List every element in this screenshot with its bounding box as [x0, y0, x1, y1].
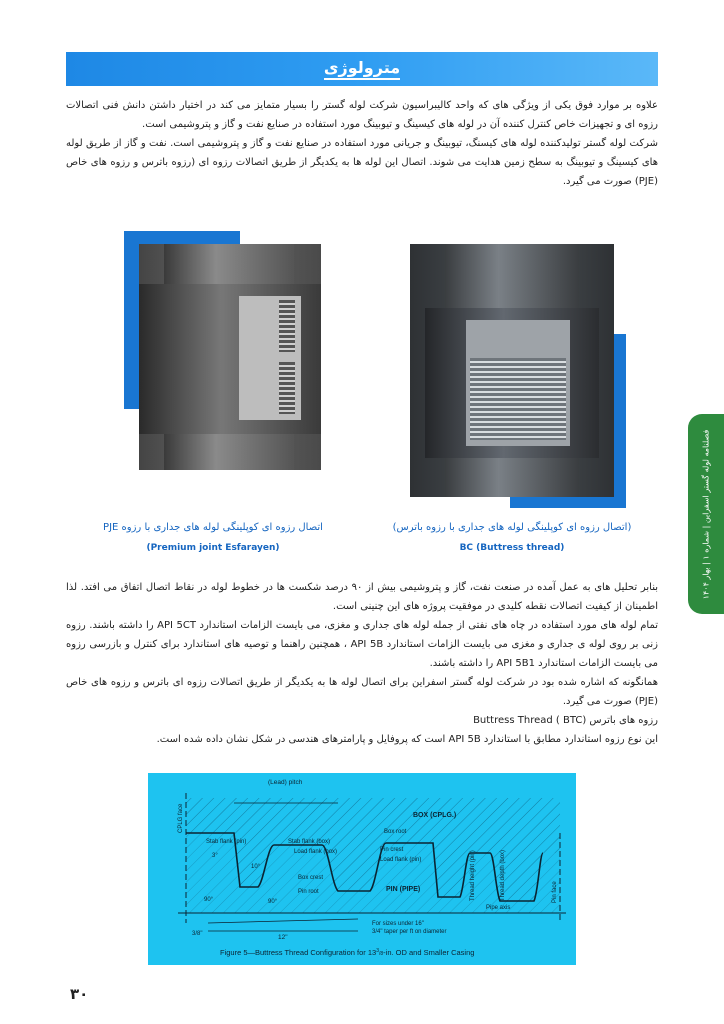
body-paragraph: تمام لوله های مورد استفاده در چاه های نفتی از جمله لوله های جداری و مغزی، می بایست الزامات استاندارد API 5CT را داشته باشند. رزوه زنی بر روی لوله ی جداری و مغزی می بایست الزامات استاندارد API 5B ، همچنین راهنما و توصیه های استاندارد برای کنترل و بازرسی رزوه می بایست الزامات استاندارد API 5B1 را داشته باشند. — [66, 620, 659, 669]
body-text — [66, 578, 658, 749]
caption-en: BC (Buttress thread) — [459, 543, 565, 553]
label-taper-note-2: 3/4" taper per ft on diameter — [372, 929, 447, 935]
label-angle-90a: 90° — [204, 897, 214, 903]
figure-caption-buttress — [380, 518, 644, 558]
label-pin: PIN (PIPE) — [386, 886, 421, 893]
intro-paragraph: شرکت لوله گستر تولیدکننده لوله های کیسنگ، تیوبینگ و جریانی مورد استفاده در صنایع نفت و گاز و پتروشیمی است. نفت و گاز از طریق لوله های کیسینگ و تیوبینگ به سطح زمین هدایت می شوند. اتصال این لوله ها به یکدیگر از طریق اتصالات رزوه ای (رزوه باترس و رزوه های خاص (PJE) صورت می گیرد. — [66, 138, 658, 187]
caption-fa: اتصال رزوه ای کوپلینگی لوله های جداری با رزوه PJE — [103, 522, 323, 533]
buttress-thread-drawing — [148, 773, 576, 965]
side-tab-text: فصلنامه لوله گستر اسفراین | شماره ۱ | بهار ۱۴۰۴ — [701, 429, 711, 599]
label-dim-12: 12" — [278, 934, 288, 941]
label-box-crest: Box crest — [298, 875, 324, 881]
label-stab-flank-box: Stab flank (box) — [288, 839, 331, 845]
label-load-flank-pin: Load flank (pin) — [380, 857, 422, 863]
label-load-flank-box: Load flank (box) — [294, 849, 338, 855]
label-pin-face: Pin face — [552, 881, 558, 903]
label-box-root: Box root — [384, 829, 407, 835]
label-pipe-axis: Pipe axis — [486, 905, 511, 911]
label-cplg-face: CPLG face — [178, 803, 184, 833]
intro-text — [66, 96, 658, 191]
section-title: مترولوژی — [324, 58, 400, 80]
label-pin-root: Pin root — [298, 889, 319, 895]
label-taper-note-1: For sizes under 16" — [372, 921, 424, 927]
label-angle-3: 3° — [212, 853, 218, 859]
magazine-side-tab — [688, 414, 724, 614]
pje-coupling-photo — [139, 244, 321, 470]
label-stab-flank-pin: Stab flank (pin) — [206, 839, 247, 845]
label-angle-10: 10° — [251, 864, 261, 870]
buttress-coupling-photo — [410, 244, 614, 497]
label-lead: (Lead) pitch — [268, 779, 303, 786]
drawing-caption: Figure 5—Buttress Thread Configuration for $13^3_/8-in$. OD and Smaller Casing — [220, 948, 475, 957]
body-paragraph: همانگونه که اشاره شده بود در شرکت لوله گستر اسفراین برای اتصال لوله ها به یکدیگر از طریق اتصالات رزوه ای باترس و رزوه های خاص (PJE) صورت می گیرد. — [66, 677, 658, 707]
caption-en: (Premium joint Esfarayen) — [146, 543, 280, 553]
label-thread-depth: Thread depth (box) — [500, 849, 506, 901]
intro-paragraph: علاوه بر موارد فوق یکی از ویژگی های که واحد کالیبراسیون شرکت لوله گستر را بسیار متمایز می کند در اختیار داشتن دانش فنی اتصالات رزوه ای و تجهیزات خاص کنترل کننده آن در لوله های کیسینگ و تیوبینگ مورد استفاده در صنایع نفت و گاز و پتروشیمی است. — [66, 100, 658, 130]
body-paragraph: بنابر تحلیل های به عمل آمده در صنعت نفت، گاز و پتروشیمی بیش از ۹۰ درصد شکست ها در خطوط لوله در نقاط اتصال اتفاق می افتد. لذا اطمینان از کیفیت اتصالات نقطه کلیدی در موفقیت پروژه های این چنینی است. — [66, 582, 658, 612]
label-thread-height: Thread height (pin) — [470, 850, 476, 901]
label-dim-3-8: 3/8" — [192, 931, 203, 937]
caption-fa: (اتصال رزوه ای کوپلینگی لوله های جداری با رزوه باترس) — [392, 522, 632, 533]
label-pin-crest: Pin crest — [380, 847, 404, 853]
body-paragraph: این نوع رزوه استاندارد مطابق با استاندارد API 5B است که پروفایل و پارامترهای هندسی در شکل نشان داده شده است. — [156, 734, 658, 745]
body-paragraph: رزوه های باترس (Buttress Thread ( BTC — [473, 715, 658, 726]
figure-caption-pje — [96, 518, 330, 558]
page-number: ۳۰ — [70, 985, 89, 1003]
label-box: BOX (CPLG.) — [413, 812, 457, 819]
section-title-bar — [66, 52, 658, 86]
label-angle-90b: 90° — [268, 899, 278, 905]
